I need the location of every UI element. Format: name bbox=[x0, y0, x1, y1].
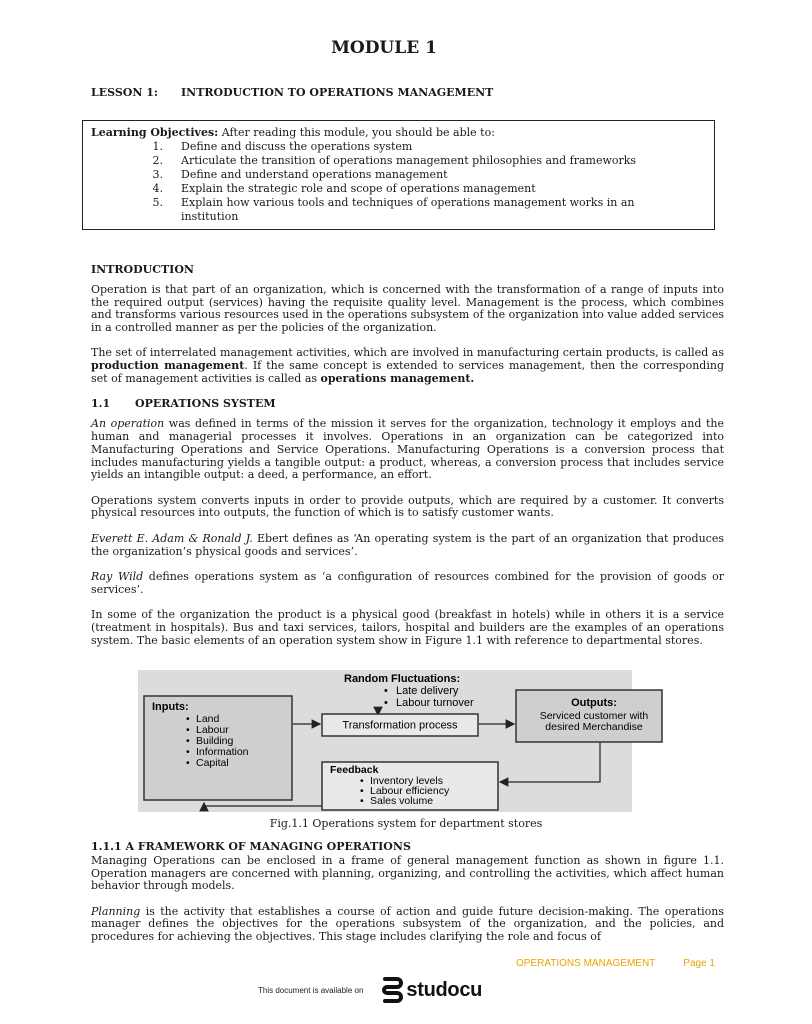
list-item: 2. Articulate the transition of operations management philosophies and frameworks bbox=[152, 154, 637, 167]
operations-paragraph-4: Ray Wild defines operations system as ‘a configuration of resources combined for the provision of goods or services’. bbox=[91, 569, 725, 596]
random-fluctuations-title: Random Fluctuations: bbox=[344, 673, 461, 685]
lesson-heading bbox=[91, 86, 493, 99]
operations-system-diagram bbox=[138, 670, 649, 812]
input-item: Information bbox=[196, 746, 249, 758]
random-item: Labour turnover bbox=[396, 697, 474, 709]
feedback-item: Inventory levels bbox=[370, 775, 443, 787]
operations-paragraph-1: An operation was defined in terms of the mission it serves for the organization, technology it employs and the human and managerial processes it involves. Operations in an organization can be categorized into Manufacturing Operations and Service Operations. Manufacturing Operations is a conversion process that includes manufacturing yields a tangible output: a product, whereas, a conversion process that includes service yields an intangible output: a deed, a performance, an effort. bbox=[91, 417, 724, 482]
running-title: OPERATIONS MANAGEMENT bbox=[516, 958, 656, 969]
bullet: • bbox=[186, 724, 190, 736]
list-item: 3. Define and understand operations management bbox=[152, 168, 448, 181]
random-item: Late delivery bbox=[396, 685, 459, 697]
input-item: Labour bbox=[196, 724, 229, 736]
module-title: MODULE 1 bbox=[331, 38, 437, 58]
availability-text: This document is available on bbox=[258, 985, 364, 995]
objectives-intro: Learning Objectives: After reading this module, you should be able to: bbox=[91, 126, 495, 139]
transformation-label: Transformation process bbox=[342, 719, 458, 732]
framework-paragraph-2: Planning is the activity that establishes a course of action and guide future decision-making. The operations manager defines the objectives for the operations subsystem of the organization, and the policies, and procedures for achieving the objectives. This stage includes clarifying the role and focus of bbox=[91, 904, 724, 944]
objectives-list bbox=[91, 140, 706, 224]
operations-paragraph-3: Everett E. Adam & Ronald J. Ebert defines as ‘An operating system is the part of an organization that produces the organization’s physical goods and services’. bbox=[91, 531, 724, 558]
list-item: 4. Explain the strategic role and scope of operations management bbox=[152, 182, 536, 195]
list-item: 5. Explain how various tools and techniques of operations management works in an bbox=[152, 196, 635, 209]
list-item: 1. Define and discuss the operations system bbox=[152, 140, 413, 153]
bullet: • bbox=[186, 757, 190, 769]
bullet: • bbox=[186, 735, 190, 747]
learning-objectives-box bbox=[82, 120, 715, 230]
section-heading-1-1: 1.1 OPERATIONS SYSTEM bbox=[91, 397, 276, 411]
input-item: Building bbox=[196, 735, 234, 747]
section-heading-1-1-1: 1.1.1 A FRAMEWORK OF MANAGING OPERATIONS bbox=[91, 840, 411, 853]
intro-paragraph-2: The set of interrelated management activities, which are involved in manufacturing certain products, is called as production management. If the same concept is extended to services management, then the corresponding set of management activities is called as operations management. bbox=[91, 346, 724, 386]
main-text bbox=[91, 264, 724, 660]
outputs-title: Outputs: bbox=[571, 697, 617, 709]
studocu-wordmark: studocu bbox=[406, 978, 483, 1001]
input-item: Land bbox=[196, 713, 220, 725]
studocu-banner[interactable] bbox=[258, 977, 482, 1003]
operations-paragraph-5: In some of the organization the product is a physical good (breakfast in hotels) while in others it is a service (treatment in hospitals). Bus and taxi services, tailors, hospital and builders are the examples of an operations system. The basic elements of an operation system show in Figure 1.1 with reference to departmental stores. bbox=[91, 607, 724, 647]
outputs-line: desired Merchandise bbox=[545, 721, 643, 733]
page-number: Page 1 bbox=[683, 958, 715, 969]
introduction-heading: INTRODUCTION bbox=[91, 263, 194, 276]
feedback-inputs-arrow bbox=[204, 803, 322, 806]
inputs-title: Inputs: bbox=[152, 701, 189, 713]
lesson-title: INTRODUCTION TO OPERATIONS MANAGEMENT bbox=[181, 86, 494, 99]
operations-paragraph-2: Operations system converts inputs in order to provide outputs, which are required by a customer. It converts physical resources into outputs, the function of which is to satisfy customer wants. bbox=[91, 493, 724, 520]
objectives-label: Learning Objectives: bbox=[91, 126, 219, 139]
framework-paragraph-1: Managing Operations can be enclosed in a frame of general management function as shown in figure 1.1. Operation managers are concerned with planning, organizing, and controlling the activities, which affect human behavior through models. bbox=[91, 853, 724, 893]
bullet: • bbox=[360, 775, 364, 787]
intro-paragraph-1: Operation is that part of an organization, which is concerned with the transformation of a range of inputs into the required output (services) having the requisite quality level. Management is the process, which combines and transforms various resources used in the operations subsystem of the organization into value added services in a controlled manner as per the policies of the organization. bbox=[91, 282, 724, 335]
lesson-number: LESSON 1: bbox=[91, 86, 158, 99]
bullet: • bbox=[360, 785, 364, 797]
figure-caption: Fig.1.1 Operations system for department stores bbox=[269, 817, 543, 830]
bullet: • bbox=[186, 746, 190, 758]
running-footer bbox=[516, 958, 715, 969]
bullet: • bbox=[186, 713, 190, 725]
outputs-line: Serviced customer with bbox=[539, 710, 649, 722]
outputs-feedback-arrow bbox=[500, 742, 600, 782]
bullet: • bbox=[360, 795, 364, 807]
input-item: Capital bbox=[196, 757, 229, 769]
feedback-item: Labour efficiency bbox=[370, 785, 450, 797]
random-item-bullet: • bbox=[384, 685, 388, 697]
list-item: institution bbox=[181, 210, 239, 223]
random-item-bullet: • bbox=[384, 697, 388, 709]
studocu-logo-icon bbox=[379, 977, 403, 1003]
framework-section bbox=[91, 841, 724, 957]
feedback-title: Feedback bbox=[330, 764, 379, 776]
feedback-item: Sales volume bbox=[370, 795, 434, 807]
